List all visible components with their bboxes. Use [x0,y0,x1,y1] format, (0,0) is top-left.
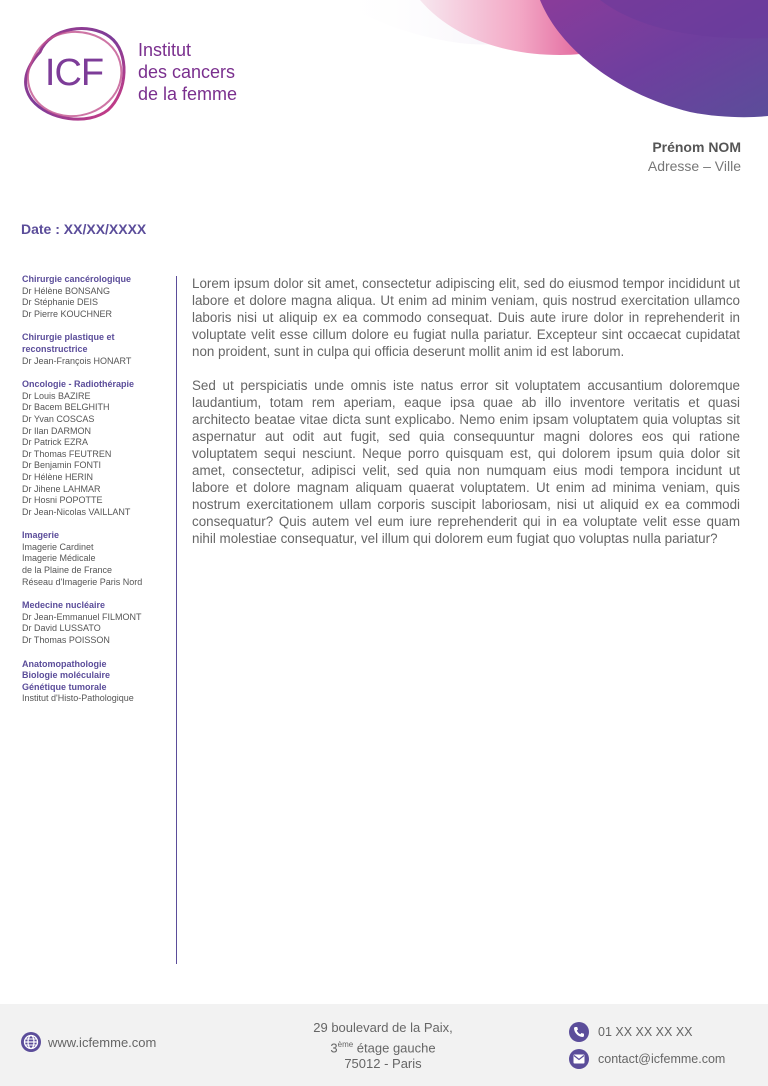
section-item: Imagerie Médicale [22,553,96,564]
recipient-address: Adresse – Ville [647,158,741,174]
section-title: Génétique tumorale [22,681,107,692]
address-floor-number: 3 [330,1039,338,1055]
section-item: Dr Pierre KOUCHNER [22,308,113,319]
footer-contact [569,1021,725,1075]
logo-letters: ICF [44,52,104,94]
sidebar-section [22,379,174,518]
body-paragraph: Sed ut perspiciatis unde omnis iste natus error sit voluptatem accusantium doloremque laudantium, totam rem aperiam, eaque ipsa quae ab illo inventore veritatis et quasi architecto beatae vitae dicta sunt explicabo. Nemo enim ipsam voluptatem quia voluptas sit aspernatur aut odit aut fugit, sed quia consequuntur magni dolores eos qui ratione voluptatem sequi nesciunt. Neque porro quisquam est, qui dolorem ipsum quia dolor sit amet, consectetur, adipisci velit, sed quia non numquam eius modi tempora incidunt ut labore et dolore magnam aliquam quaerat voluptatem. Ut enim ad minima veniam, quis nostrum exercitationem ullam corporis suscipit laboriosam, nisi ut aliquid ex ea commodi consequatur? Quis autem vel eum iure reprehenderit qui in ea voluptate velit esse quam nihil molestiae consequatur, vel illum qui dolorem eum fugiat quo voluptas nulla pariatur? [192,378,740,546]
section-title: reconstructrice [22,343,88,354]
address-floor-suffix: ème [337,1039,354,1049]
section-item: Dr Stéphanie DEIS [22,297,99,308]
section-item: de la Plaine de France [22,565,113,576]
sidebar-section [22,332,174,367]
section-item: Dr Hosni POPOTTE [22,495,103,506]
email-icon [569,1049,589,1069]
section-item: Dr Benjamin FONTI [22,460,102,471]
sidebar-section [22,659,174,705]
sidebar-staff-list [22,274,174,717]
address-line: 29 boulevard de la Paix, [313,1020,453,1035]
section-item: Dr Hélène BONSANG [22,285,111,296]
section-title: Oncologie - Radiothérapie [22,379,135,390]
section-title: Medecine nucléaire [22,600,106,611]
section-item: Dr Louis BAZIRE [22,390,91,401]
section-item: Imagerie Cardinet [22,541,94,552]
section-item: Réseau d'Imagerie Paris Nord [22,576,143,587]
sidebar-section [22,530,174,588]
section-item: Dr Ilan DARMON [22,425,92,436]
phone-icon [569,1022,589,1042]
section-item: Dr Thomas FEUTREN [22,448,112,459]
sidebar-divider [176,276,177,964]
address-line: 75012 - Paris [344,1056,422,1072]
section-item: Dr Thomas POISSON [22,635,110,646]
section-title: Chirurgie plastique et [22,332,115,343]
section-title: Biologie moléculaire [22,670,111,681]
section-item: Dr Hélène HERIN [22,471,94,482]
section-item: Dr Jihene LAHMAR [22,483,101,494]
section-title: Imagerie [22,530,60,541]
email-address[interactable]: contact@icfemme.com [598,1052,726,1066]
email-row[interactable] [569,1048,725,1070]
section-title: Anatomopathologie [22,658,107,669]
section-item: Dr David LUSSATO [22,623,101,634]
recipient-name: Prénom NOM [652,139,741,155]
recipient-block [648,138,741,176]
logo-name [138,39,237,105]
section-item: Dr Bacem BELGHITH [22,402,110,413]
address-line [283,1037,483,1057]
logo-name-line: des cancers [138,62,236,82]
section-item: Dr Patrick EZRA [22,437,89,448]
logo-name-line: Institut [138,40,192,60]
footer-address [283,1020,483,1073]
section-title: Chirurgie cancérologique [22,274,132,284]
website-link[interactable]: www.icfemme.com [48,1034,157,1050]
letter-body [192,275,740,564]
body-paragraph: Lorem ipsum dolor sit amet, consectetur adipiscing elit, sed do eiusmod tempor incididunt ut labore et dolore magna aliqua. Ut enim ad minim veniam, quis nostrud exercitation ullamco laboris nisi ut aliquip ex ea commodo consequat. Duis aute irure dolor in reprehenderit in voluptate velit esse cillum dolore eu fugiat nulla pariatur. Excepteur sint occaecat cupidatat non proident, sunt in culpa qui officia deserunt mollit anim id est laborum. [192,276,740,359]
footer [0,1004,768,1086]
section-item: Dr Jean-François HONART [22,355,132,366]
phone-number[interactable]: 01 XX XX XX XX [598,1025,693,1039]
globe-icon [20,1031,42,1053]
phone-row[interactable] [569,1021,725,1043]
section-item: Dr Yvan COSCAS [22,413,95,424]
section-item: Dr Jean-Emmanuel FILMONT [22,611,142,622]
section-item: Institut d'Histo-Pathologique [22,693,134,704]
logo-name-line: de la femme [138,84,238,104]
letter-date: Date : XX/XX/XXXX [21,221,147,237]
section-item: Dr Jean-Nicolas VAILLANT [22,506,131,517]
sidebar-section [22,600,174,646]
logo [20,22,260,122]
sidebar-section [22,274,174,320]
address-floor-text: étage gauche [353,1039,436,1055]
footer-website[interactable] [20,1031,156,1053]
